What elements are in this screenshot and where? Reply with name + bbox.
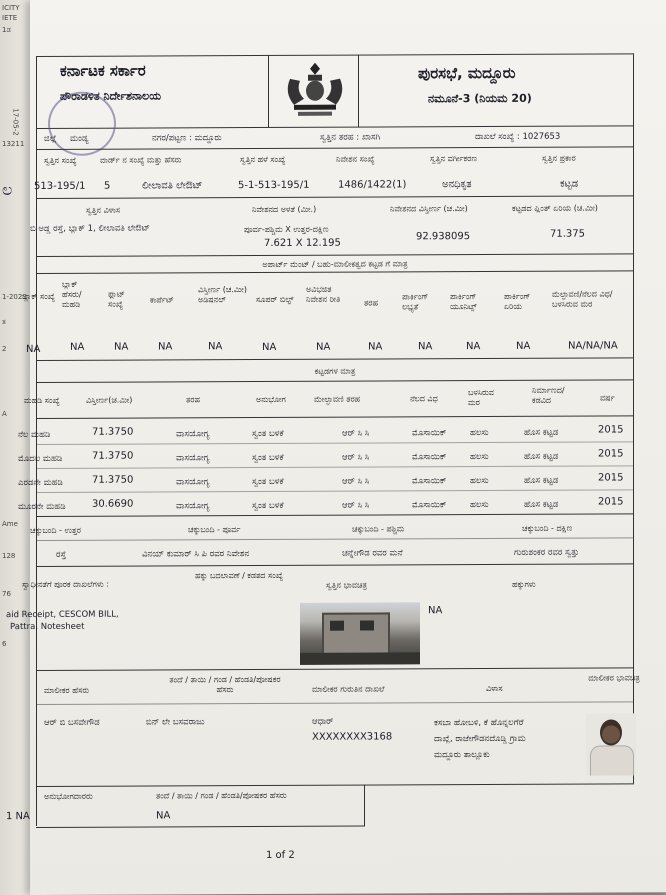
boundary-header: ಚಕ್ಕುಬಂದಿ - ದಕ್ಷಿಣ — [522, 523, 573, 533]
owner-header: ಮಾಲೀಕರ ಗುರುತಿನ ದಾಖಲೆ — [312, 684, 385, 694]
building-section-title: ಕಟ್ಟಡಗಳ ಮಾತ್ರ — [314, 366, 356, 376]
classification: ಅನಧಿಕೃತ — [442, 179, 472, 191]
prop-header: ಸ್ವತ್ತಿನ ವರ್ಗೀಕರಣ — [430, 154, 478, 164]
bld-cell: ಸ್ವಂತ ಬಳಕೆ — [252, 452, 284, 464]
under-fragment: ಲ — [2, 180, 13, 199]
prop-header: ಸ್ವತ್ತಿನ ಹಳೆ ಸಂಖ್ಯೆ — [240, 154, 286, 165]
bld-cell: ಹೊಸ ಕಟ್ಟಡ — [524, 451, 559, 462]
owner-father-name: ಬಿನ್ ಲೇ ಬಸವರಾಜು — [146, 717, 205, 728]
bld-cell: ಮೊಸಾಯಿಕ್ — [412, 428, 447, 439]
docs-value-line1: aid Receipt, CESCOM BILL, — [6, 609, 119, 621]
bld-cell: 71.3750 — [92, 474, 134, 486]
apt-header: ಬ್ಲಾಕ್ ಹೆಸರು/ ಮಹಡಿ — [62, 279, 82, 309]
owner-header: ವಿಳಾಸ — [486, 683, 503, 694]
bld-cell: ಹೊಸ ಕಟ್ಟಡ — [524, 475, 559, 486]
under-fragment: 128 — [2, 552, 16, 560]
apt-header: ತರಹ — [364, 298, 379, 308]
under-fragment: 76 — [2, 590, 11, 598]
site-area: 92.938095 — [416, 231, 471, 243]
bld-cell: ನೆಲ ಮಹಡಿ — [18, 429, 51, 441]
under-fragment: 6 — [2, 640, 7, 648]
boundary-value-south: ಗುರುಶಂಕರ ರವರ ಸ್ವತ್ತು — [514, 547, 580, 558]
addr-header: ನಿವೇಶನದ ಅಳತೆ (ಮೀ.) — [252, 204, 317, 215]
bld-cell: ಮೂರನೇ ಮಹಡಿ — [18, 501, 66, 513]
apt-value: NA — [26, 343, 41, 356]
under-fragment: 1-2023 — [2, 293, 27, 301]
bld-cell: ಮೊದಲ ಮಹಡಿ — [18, 453, 63, 465]
owner-header: ತಂದೆ / ತಾಯಿ / ಗಂಡ / ಹೆಂಡತಿ/ಪೋಷಕರ ಹೆಸರು — [169, 674, 281, 695]
bld-header: ವರ್ಷ — [600, 393, 615, 403]
apt-value: NA/NA/NA — [568, 340, 618, 352]
owner-address-line: ಕಸಬಾ ಹೋಬಳಿ, ಕೆ ಹೊನ್ನಲಗೆರೆ — [434, 717, 524, 729]
boundary-header: ಚಕ್ಕುಬಂದಿ - ಉತ್ತರ — [30, 525, 82, 535]
under-fragment: IETE — [2, 14, 18, 22]
photo-na: NA — [428, 605, 443, 617]
bld-cell: ಸ್ವಂತ ಬಳಕೆ — [252, 476, 284, 488]
property-photo — [300, 602, 420, 665]
boundary-value-north: ರಸ್ತೆ — [56, 549, 67, 560]
apt-header: ಬ್ಲಾಕ್ ಸಂಖ್ಯೆ — [22, 291, 56, 302]
bld-cell: ವಾಸಯೋಗ್ಯ — [176, 429, 210, 440]
under-fragment: 13211 — [2, 140, 25, 148]
property-address: ಬಿ ಅಡ್ಡ ರಸ್ತೆ, ಬ್ಲಾಕ್ 1, ಲೀಲಾವತಿ ಲೇಔಟ್ — [30, 223, 150, 234]
registration-number: ದಾಖಲೆ ಸಂಖ್ಯೆ : 1027653 — [475, 131, 561, 143]
under-fragment: A — [2, 410, 7, 418]
bld-header: ತರಹ — [186, 395, 201, 405]
bld-cell: 2015 — [598, 496, 624, 508]
district-value: ಮಂಡ್ಯ — [70, 133, 89, 144]
bld-cell: 71.3750 — [92, 426, 134, 438]
bld-cell: 2015 — [598, 424, 624, 436]
occupant-value: 1 NA — [6, 811, 30, 823]
prop-header: ಸ್ವತ್ತಿನ ಸಂಖ್ಯೆ — [44, 155, 77, 165]
ward-number: 5 — [104, 180, 111, 192]
bld-cell: ಹಲಸು — [470, 427, 489, 439]
bld-cell: ಎರಡನೇ ಮಹಡಿ — [18, 477, 63, 489]
bld-cell: ವಾಸಯೋಗ್ಯ — [176, 501, 210, 512]
dimension-label: ಪೂರ್ವ-ಪಶ್ಚಿಮ X ಉತ್ತರ-ದಕ್ಷಿಣ — [244, 224, 329, 235]
bld-cell: ಹೊಸ ಕಟ್ಟಡ — [524, 499, 559, 510]
bld-cell: ಮೊಸಾಯಿಕ್ — [412, 476, 447, 487]
apt-header: ಸೂಪರ್ ಬಿಲ್ಟ್ — [256, 294, 294, 305]
apt-header: ಮೆಲ್ಛಾವಣಿ/ನೆಲದ ವಿಧ/ಬಳಸಿರುವ ಮರ — [552, 289, 613, 309]
apt-value: NA — [368, 341, 383, 353]
bld-cell: ವಾಸಯೋಗ್ಯ — [176, 477, 210, 488]
site-number: 1486/1422(1) — [338, 179, 407, 191]
occupant-header: ಅನುಭೋಗದಾರರು — [44, 791, 93, 801]
apt-value: NA — [466, 341, 481, 353]
owner-header: ಮಾಲೀಕರ ಭಾವಚಿತ್ರ — [588, 673, 640, 683]
apt-value: NA — [418, 341, 433, 353]
district-label: ಜಿಲ್ಲೆ — [44, 133, 57, 144]
owner-photo — [586, 713, 636, 775]
property-type-field: ಸ್ವತ್ತಿನ ತರಹ : ಖಾಸಗಿ — [320, 132, 381, 143]
owner-name: ಆರ್ ಬಿ ಬಸವೇಗೌಡ — [44, 717, 100, 728]
apt-value: NA — [516, 340, 531, 352]
bld-cell: 2015 — [598, 448, 624, 460]
apt-header: ಪಾರ್ಕಿಂಗ್ ಲಭ್ಯತೆ — [402, 292, 429, 312]
bld-header: ನೆಲದ ವಿಧ — [410, 394, 438, 404]
bld-header: ಬಳಸಿರುವ ಮರ — [468, 387, 494, 408]
form-number: ನಮೂನೆ-3 (ನಿಯಮ 20) — [428, 91, 532, 106]
bld-cell: ಆರ್ ಸಿ ಸಿ — [342, 428, 370, 439]
bld-header: ಮೇಲ್ಛಾವಣಿ ತರಹ — [314, 394, 361, 404]
official-seal-stamp — [48, 92, 116, 156]
property-kind: ಕಟ್ಟಡ — [560, 178, 579, 190]
bld-cell: ಮೊಸಾಯಿಕ್ — [412, 452, 447, 463]
owner-id-label: ಆಧಾರ್ — [312, 716, 334, 727]
site-dimensions: 7.621 X 12.195 — [264, 237, 341, 249]
under-fragment: 2 — [2, 345, 7, 353]
transfer-label: ಹಕ್ಕು ಬದಲಾವಣೆ / ಕಡತದ ಸಂಖ್ಯೆ — [194, 570, 283, 581]
bld-cell: ಹಲಸು — [470, 475, 489, 487]
apt-header: ಅವಿಭಜಿತ ನಿವೇಶನ ರೀತಿ — [306, 284, 341, 304]
apt-value: NA — [262, 341, 277, 353]
bld-cell: ಹಲಸು — [470, 499, 489, 511]
property-photo-label: ಸ್ವತ್ತಿನ ಭಾವಚಿತ್ರ — [326, 580, 367, 590]
docs-value-line2: Pattra, Notesheet — [10, 621, 85, 633]
owner-header: ಮಾಲೀಕರ ಹೆಸರು — [44, 685, 90, 695]
bld-header: ಅನುಭೋಗ — [256, 394, 286, 405]
owner-address-line: ದಾಖ್ಲೆ, ರಾಜೇಗೌಡನದೊಡ್ಡಿ ಗ್ರಾಮ — [434, 733, 526, 745]
boundary-header: ಚಕ್ಕುಬಂದಿ - ಪೂರ್ವ — [188, 525, 241, 535]
govt-title: ಕರ್ನಾಟಕ ಸರ್ಕಾರ — [60, 61, 146, 80]
apt-value: NA — [114, 341, 129, 353]
under-fragment: 17-05-2 — [11, 108, 20, 136]
apt-value: NA — [316, 341, 331, 353]
owner-address-line: ಮದ್ದೂರು ತಾಲ್ಲೂಕು — [434, 749, 490, 761]
prop-header: ಸ್ವತ್ತಿನ ಪ್ರಕಾರ — [542, 153, 576, 163]
boundary-value-west: ಚನ್ನೇಗೌಡ ರವರ ಮನೆ — [342, 548, 403, 559]
apt-value: NA — [208, 341, 223, 353]
bld-cell: 2015 — [598, 472, 624, 484]
bld-header: ನಿರ್ಮಾಣದ/ ಕಡವಿದ — [532, 385, 565, 405]
bld-header: ಮಹಡಿ ಸಂಖ್ಯೆ — [24, 395, 60, 406]
addr-header: ಸ್ವತ್ತಿನ ವಿಳಾಸ — [86, 205, 121, 215]
bld-header: ವಿಸ್ತೀರ್ಣ(ಚ.ಮೀ) — [86, 395, 133, 405]
plinth-area: 71.375 — [550, 228, 585, 240]
bld-cell: 30.6690 — [92, 498, 134, 510]
apt-value: NA — [158, 341, 173, 353]
apt-header: ಕಾರ್ಪೆಟ್ — [150, 295, 174, 305]
bld-cell: 71.3750 — [92, 450, 134, 462]
bld-cell: ವಾಸಯೋಗ್ಯ — [176, 453, 210, 464]
occupant-header: ತಂದೆ / ತಾಯಿ / ಗಂಡ / ಹೆಂಡತಿ/ಪೋಷಕರ ಹೆಸರು — [156, 790, 287, 801]
bld-cell: ಹಲಸು — [470, 451, 489, 463]
department-name: ಪೌರಾಡಳಿತ ನಿರ್ದೇಶನಾಲಯ — [60, 89, 161, 103]
ward-name: ಲೀಲಾವತಿ ಲೇಔಟ್ — [142, 180, 203, 192]
municipality-name: ಪುರಸಭೆ, ಮದ್ದೂರು — [418, 63, 516, 83]
owner-id-value: XXXXXXXX3168 — [312, 731, 393, 743]
rights-label: ಹಕ್ಕುಗಳು — [512, 579, 536, 589]
bld-cell: ಹೊಸ ಕಟ್ಟಡ — [524, 427, 559, 438]
occupant-parent-value: NA — [156, 810, 171, 822]
bld-cell: ಸ್ವಂತ ಬಳಕೆ — [252, 428, 284, 440]
bld-cell: ಮೊಸಾಯಿಕ್ — [412, 500, 447, 511]
state-emblem-icon — [280, 59, 350, 121]
old-property-number: 5-1-513-195/1 — [238, 179, 310, 192]
bld-cell: ಆರ್ ಸಿ ಸಿ — [342, 476, 370, 487]
docs-label: ಸ್ವಾಧೀನತೆಗೆ ಪೂರಕ ದಾಖಲೆಗಳು : — [22, 579, 109, 590]
page-number: 1 of 2 — [266, 849, 295, 861]
property-number: 513-195/1 — [34, 180, 86, 192]
apartment-section-title: ಅಪಾರ್ಟ್ ಮೆಂಟ್ / ಬಹು-ಮಾಲೀಕತ್ವದ ಕಟ್ಟಡ ಗೆ ಮಾತ್ರ — [262, 259, 408, 269]
under-fragment: ICITY — [2, 4, 20, 12]
town-field: ನಗರ/ಪಟ್ಟಣ : ಮದ್ದೂರು — [152, 133, 222, 144]
under-fragment: ತ — [2, 318, 6, 326]
boundary-value-east: ವಿನಯ್ ಕುಮಾರ್ ಸಿ ಪಿ ರವರ ನಿವೇಶನ — [142, 549, 250, 560]
bld-cell: ಆರ್ ಸಿ ಸಿ — [342, 452, 370, 463]
bld-cell: ಸ್ವಂತ ಬಳಕೆ — [252, 500, 284, 512]
boundary-header: ಚಕ್ಕುಬಂದಿ - ಪಶ್ಚಿಮ — [352, 524, 405, 534]
prop-header: ನಿವೇಶನ ಸಂಖ್ಯೆ — [336, 154, 375, 164]
apt-header: ಪಾರ್ಕಿಂಗ್ ಯೂನಿಟ್ಸ್ — [450, 292, 477, 312]
addr-header: ಕಟ್ಟಡದ ಪ್ಲಿಂತ್ ಏರಿಯ (ಚ.ಮೀ) — [512, 203, 598, 213]
under-fragment: 1ಡ — [2, 26, 11, 34]
under-fragment: Ame — [2, 520, 18, 528]
apt-header: ಪಾರ್ಕಿಂಗ್ ಏರಿಯ — [504, 291, 531, 311]
bld-cell: ಆರ್ ಸಿ ಸಿ — [342, 500, 370, 511]
addr-header: ನಿವೇಶನದ ವಿಸ್ತೀರ್ಣ (ಚ.ಮೀ) — [390, 204, 468, 214]
apt-header: ವಿಸ್ತೀರ್ಣ (ಚ.ಮೀ) ಅಡಿಷನಲ್ — [198, 285, 247, 305]
prop-header: ವಾರ್ಡ್ ನ ಸಂಖ್ಯೆ ಮತ್ತು ಹೆಸರು — [100, 155, 182, 165]
apt-header: ಫ್ಲಾಟ್ ಸಂಖ್ಯೆ — [108, 289, 125, 309]
apt-value: NA — [70, 341, 85, 353]
